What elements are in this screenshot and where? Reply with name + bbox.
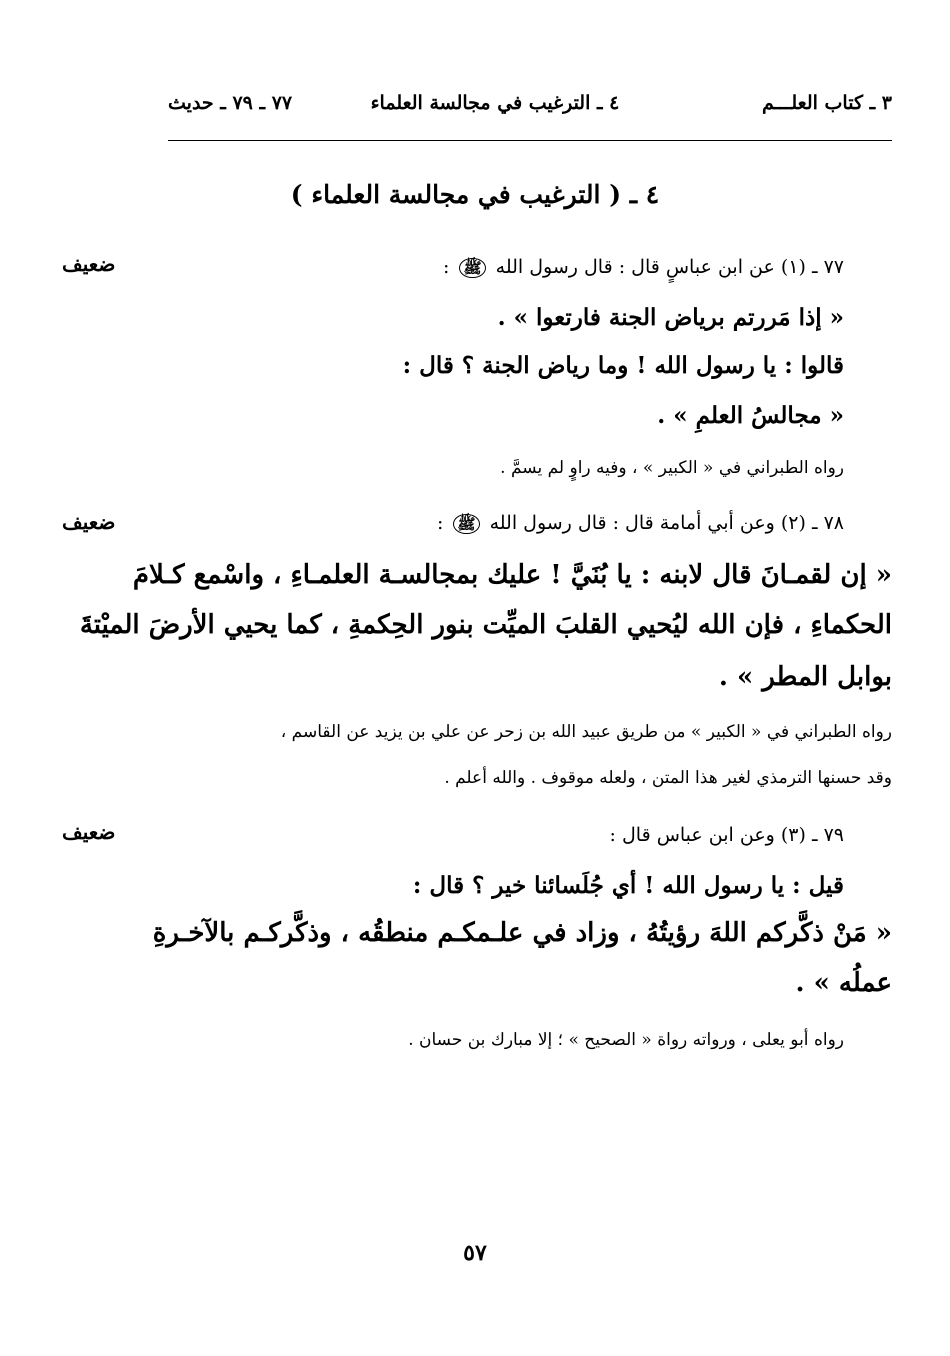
hadith-78-grade: ضعيف	[62, 510, 116, 534]
salawat-icon: ﷺ	[459, 258, 485, 278]
hadith-79-text-3: عملُه » .	[795, 968, 892, 998]
hadith-78-intro-end: :	[436, 512, 444, 534]
hadith-77-text-3: « مجالسُ العلمِ » .	[657, 402, 844, 429]
header-divider	[168, 140, 892, 141]
header-book-title: ٣ ـ كتاب العلـــم	[762, 92, 892, 114]
page-number: ٥٧	[463, 1240, 487, 1266]
hadith-78-text-1: « إن لقمـانَ قال لابنه : يا بُنَيَّ ! عليك بمجالسـة العلمـاءِ ، واسْمع كـلامَ	[132, 560, 892, 590]
salawat-icon: ﷺ	[453, 514, 479, 534]
hadith-79-grade: ضعيف	[62, 820, 116, 844]
section-title: ٤ ـ ( الترغيب في مجالسة العلماء )	[290, 180, 660, 209]
hadith-77-intro	[443, 256, 844, 281]
hadith-78-text-3: بوابل المطر » .	[718, 662, 892, 692]
hadith-78-intro	[437, 512, 844, 537]
header-hadith-range: ٧٧ ـ ٧٩ ـ حديث	[168, 92, 293, 114]
hadith-77-source: رواه الطبراني في « الكبير » ، وفيه راوٍ لم يسمَّ .	[500, 458, 844, 478]
hadith-78-intro-text: ٧٨ ـ (٢) وعن أبي أمامة قال : قال رسول الله	[489, 512, 844, 534]
hadith-78-text-2: الحكماءِ ، فإن الله ليُحيي القلبَ الميِّت بنور الحِكمةِ ، كما يحيي الأرضَ الميْتةَ	[79, 610, 892, 640]
hadith-77-grade: ضعيف	[62, 252, 116, 276]
hadith-79-text-2: « مَنْ ذكَّركم اللهَ رؤيتُهُ ، وزاد في علـمكـم منطقُه ، وذكَّركـم بالآخـرةِ	[152, 918, 892, 948]
header-chapter-title: ٤ ـ الترغيب في مجالسة العلماء	[370, 92, 620, 114]
hadith-77-text-2: قالوا : يا رسول الله ! وما رياض الجنة ؟ قال :	[402, 352, 844, 379]
hadith-79-source: رواه أبو يعلى ، ورواته رواة « الصحيح » ؛ إلا مبارك بن حسان .	[408, 1030, 844, 1050]
hadith-78-source-2: وقد حسنها الترمذي لغير هذا المتن ، ولعله موقوف . والله أعلم .	[444, 768, 892, 788]
hadith-77-text-1: « إذا مَررتم برياض الجنة فارتعوا » .	[497, 304, 844, 331]
hadith-77-intro-end: :	[443, 256, 450, 278]
hadith-77-intro-text: ٧٧ ـ (١) عن ابن عباسٍ قال : قال رسول الله	[495, 256, 844, 278]
hadith-78-source-1: رواه الطبراني في « الكبير » من طريق عبيد الله بن زحر عن علي بن يزيد عن القاسم ،	[280, 722, 892, 742]
hadith-79-text-1: قيل : يا رسول الله ! أي جُلَسائنا خير ؟ قال :	[412, 872, 844, 899]
hadith-79-intro: ٧٩ ـ (٣) وعن ابن عباس قال :	[609, 824, 844, 846]
